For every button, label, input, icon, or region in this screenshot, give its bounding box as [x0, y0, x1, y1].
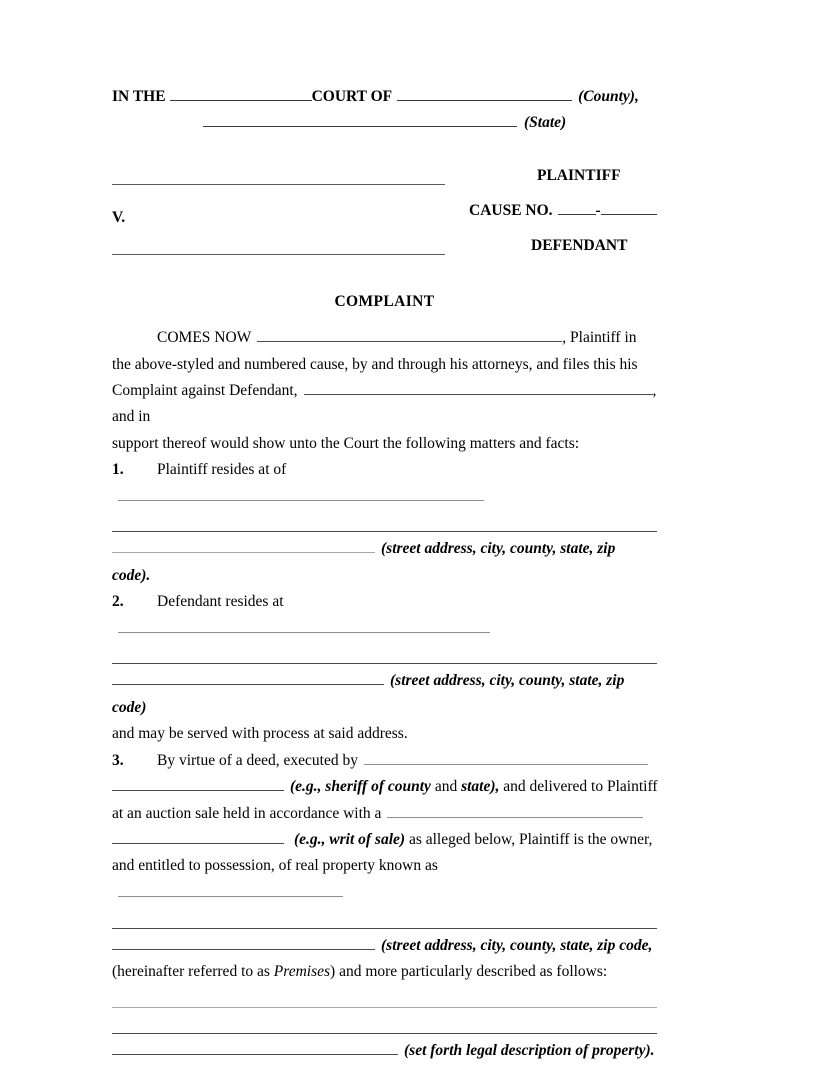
opening-line-3-tail: , and in [112, 382, 657, 426]
premises-term: Premises [273, 962, 331, 980]
opening-line-2: the above-styled and numbered cause, by and through his attorneys, and files this his [112, 355, 638, 373]
plaintiff-name-blank[interactable] [112, 184, 445, 185]
state-caption-label: (State) [524, 114, 567, 132]
opening-line-4: support thereof would show unto the Court the following matters and facts: [112, 434, 580, 452]
legal-description-blank-b[interactable] [112, 1033, 657, 1034]
paragraph-3-property-blank-b-row [112, 906, 657, 932]
state-blank[interactable] [203, 112, 517, 127]
paragraph-2-address-blank-b-row [112, 642, 657, 668]
paragraph-3-note-1a: (e.g., sheriff of county [290, 778, 431, 796]
paragraph-1-address-caption: (street address, city, county, state, zip code). [112, 540, 616, 584]
paragraph-3-note-1-tail: and delivered to Plaintiff [503, 778, 658, 796]
paragraph-2-address-blank-a[interactable] [118, 617, 490, 632]
complaint-against-label: Complaint against Defendant, [112, 382, 298, 400]
paragraph-1-text: Plaintiff resides at of [157, 461, 287, 479]
legal-description-caption: (set forth legal description of property). [404, 1042, 655, 1060]
paragraph-2-address-caption: (street address, city, county, state, zip code) [112, 672, 625, 716]
opening-line-3 [112, 378, 657, 431]
document-title: COMPLAINT [334, 292, 435, 310]
paragraph-2-service-line: and may be served with process at said address. [112, 725, 408, 743]
paragraph-3-note-2: (e.g., writ of sale) [294, 830, 406, 848]
paragraph-2-text: Defendant resides at [157, 593, 284, 611]
cause-number-separator: - [595, 201, 601, 219]
paragraph-3-writ-blank-b[interactable] [112, 829, 284, 844]
court-header-line-2 [112, 110, 657, 136]
paragraph-3-note-1-and: and [434, 778, 458, 796]
paragraph-3-property-blank-b[interactable] [112, 928, 657, 929]
defendant-label: DEFENDANT [531, 236, 628, 254]
paragraph-3-number: 3. [112, 751, 124, 769]
paragraph-3-executed-by-blank[interactable] [364, 749, 648, 764]
paragraph-3-note-2-tail: as alleged below, Plaintiff is the owner, [408, 830, 653, 848]
paragraph-3-line-4 [112, 827, 657, 853]
paragraph-3-property-blank-c[interactable] [112, 934, 375, 949]
county-blank[interactable] [397, 86, 572, 101]
paragraph-3-address-caption: (street address, city, county, state, zip code, [381, 936, 653, 954]
paragraph-3-premises-line [112, 959, 657, 985]
defendant-name-blank[interactable] [112, 254, 445, 255]
document-body [112, 84, 657, 1065]
paragraph-1-address-blank-a[interactable] [118, 485, 484, 500]
premises-pre-text: (hereinafter referred to as [112, 962, 270, 980]
paragraph-1-address-blank-c[interactable] [112, 538, 375, 553]
paragraph-3-writ-blank-a[interactable] [387, 802, 643, 817]
paragraph-2-line-3 [112, 668, 657, 721]
paragraph-3-note-1b: state), [461, 778, 500, 796]
court-header-line-1 [112, 84, 657, 110]
plaintiff-label: PLAINTIFF [537, 166, 621, 184]
defendant-name-inline-blank[interactable] [304, 380, 653, 395]
paragraph-2-number: 2. [112, 593, 124, 611]
paragraph-3-line-5 [112, 853, 657, 906]
paragraph-2-line-1 [112, 589, 657, 642]
paragraph-3-line-7 [112, 933, 657, 959]
paragraph-3-auction-text: at an auction sale held in accordance with a [112, 804, 382, 822]
paragraph-3-officer-blank[interactable] [112, 776, 284, 791]
case-caption-block [112, 163, 657, 267]
paragraph-1-address-blank-b-row [112, 510, 657, 536]
legal-description-blank-c[interactable] [112, 1040, 398, 1055]
cause-number-prefix-blank[interactable] [558, 200, 596, 215]
paragraph-3-possession-text: and entitled to possession, of real property known as [112, 857, 438, 875]
legal-description-final-line [112, 1038, 657, 1064]
paragraph-1-line-3 [112, 536, 657, 589]
paragraph-3-line-1 [112, 748, 657, 774]
paragraph-3-property-blank-a[interactable] [118, 881, 343, 896]
paragraph-2-address-blank-b[interactable] [112, 663, 657, 664]
versus-label: V. [112, 208, 126, 226]
legal-description-blank-b-row [112, 1012, 657, 1038]
paragraph-2-address-blank-c[interactable] [112, 670, 384, 685]
cause-number-row [469, 198, 769, 224]
court-of-label: COURT OF [311, 88, 393, 105]
legal-description-blank-a-row [112, 985, 657, 1011]
in-the-label: IN THE [112, 88, 166, 105]
paragraph-3-line-3 [112, 801, 657, 827]
opening-line-1 [112, 325, 657, 351]
cause-number-suffix-blank[interactable] [601, 200, 657, 215]
plaintiff-name-inline-blank[interactable] [257, 327, 562, 342]
comes-now-label: COMES NOW [157, 329, 252, 347]
legal-description-blank-a[interactable] [112, 1007, 657, 1008]
paragraph-1-number: 1. [112, 461, 124, 479]
document-content [112, 325, 657, 1064]
court-name-blank[interactable] [170, 86, 312, 101]
paragraph-1-address-blank-b[interactable] [112, 531, 657, 532]
cause-no-label: CAUSE NO. [469, 201, 553, 219]
paragraph-3-text: By virtue of a deed, executed by [157, 751, 358, 769]
paragraph-3-line-2 [112, 774, 657, 800]
opening-after-name: , Plaintiff in [562, 329, 637, 347]
premises-post-text: ) and more particularly described as follows: [330, 962, 608, 980]
county-caption-label: (County), [578, 88, 639, 105]
paragraph-1-line-1 [112, 457, 657, 510]
